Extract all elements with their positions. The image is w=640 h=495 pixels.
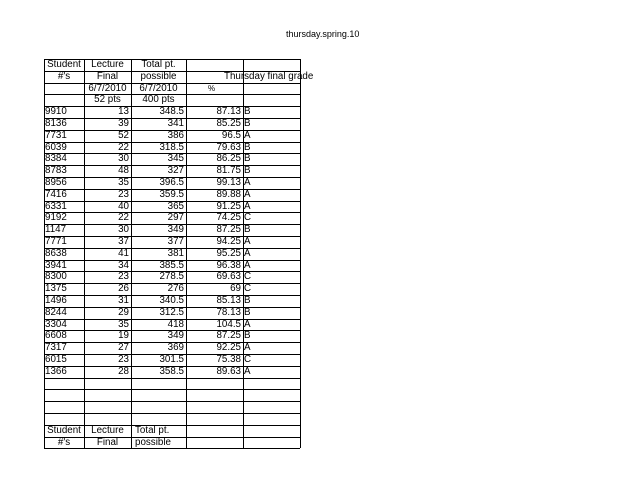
lecture-final-score: 34 [118,259,129,271]
letter-grade: B [244,141,251,153]
grade-percent: 74.25 [216,212,241,224]
student-id: 3304 [45,318,67,330]
student-id: 8300 [45,271,67,283]
grade-percent: 85.13 [216,295,241,306]
lecture-final-score: 39 [118,118,129,129]
footer-cell: Lecture [91,424,124,436]
footer-cell: Student [47,424,81,436]
lecture-final-score: 35 [118,177,129,188]
student-id: 1366 [45,365,67,377]
lecture-final-score: 26 [118,283,129,295]
grade-percent: 89.88 [216,188,241,200]
lecture-final-score: 19 [118,330,129,342]
header-cell: 6/7/2010 [88,82,127,94]
grade-percent: 78.13 [216,306,241,318]
header-cell: 400 pts [142,94,175,106]
letter-grade: A [244,365,251,377]
grid-vline [300,59,301,448]
grade-percent: 92.25 [216,342,241,354]
student-id: 7731 [45,129,67,141]
grade-percent: 87.25 [216,224,241,236]
footer-cell: #'s [57,436,71,448]
student-id: 8384 [45,153,67,165]
student-id: 6608 [45,330,67,342]
total-points: 381 [167,247,184,259]
total-points: 341 [167,118,184,129]
total-points: 349 [167,224,184,236]
total-points: 358.5 [159,365,184,377]
lecture-final-score: 22 [118,212,129,224]
grade-percent: 79.63 [216,141,241,153]
letter-grade: B [244,153,251,165]
grade-percent: 96.5 [221,129,241,141]
header-cell: #'s [57,70,71,82]
footer-cell: Final [96,436,119,448]
lecture-final-score: 37 [118,236,129,247]
letter-grade: B [244,224,251,236]
header-cell: 6/7/2010 [139,82,178,94]
letter-grade: A [244,177,251,188]
letter-grade: B [244,295,251,306]
letter-grade: A [244,342,251,354]
total-points: 365 [167,200,184,212]
lecture-final-score: 23 [118,271,129,283]
grade-percent: 104.5 [216,318,241,330]
total-points: 297 [167,212,184,224]
total-points: 349 [167,330,184,342]
lecture-final-score: 22 [118,141,129,153]
header-cell: Total pt. [141,59,176,70]
letter-grade: C [244,212,252,224]
letter-grade: A [244,259,251,271]
student-id: 9910 [45,106,67,118]
letter-grade: A [244,188,251,200]
lecture-final-score: 28 [118,365,129,377]
letter-grade: B [244,118,251,129]
grade-percent: 86.25 [216,153,241,165]
letter-grade: C [244,354,252,365]
grade-percent: 99.13 [216,177,241,188]
grade-percent: 96.38 [216,259,241,271]
total-points: 340.5 [159,295,184,306]
student-id: 7771 [45,236,67,247]
total-points: 418 [167,318,184,330]
header-cell: 52 pts [94,94,121,106]
grade-percent: 75.38 [216,354,241,365]
student-id: 8956 [45,177,67,188]
letter-grade: A [244,200,251,212]
student-id: 8244 [45,306,67,318]
lecture-final-score: 52 [118,129,129,141]
student-id: 6015 [45,354,67,365]
student-id: 8638 [45,247,67,259]
header-cell: possible [140,70,177,82]
student-id: 1147 [45,224,67,236]
grade-percent: 94.25 [216,236,241,247]
lecture-final-score: 30 [118,224,129,236]
header-cell: Thursday final grade [224,70,314,82]
grid-hline [44,378,300,379]
letter-grade: B [244,165,251,177]
total-points: 345 [167,153,184,165]
header-cell: Student [47,59,81,70]
total-points: 301.5 [159,354,184,365]
lecture-final-score: 27 [118,342,129,354]
footer-cell: Total pt. [135,424,170,436]
total-points: 276 [167,283,184,295]
grade-percent: 89.63 [216,365,241,377]
letter-grade: A [244,129,251,141]
lecture-final-score: 35 [118,318,129,330]
total-points: 278.5 [159,271,184,283]
total-points: 359.5 [159,188,184,200]
lecture-final-score: 30 [118,153,129,165]
grid-hline [44,389,300,390]
lecture-final-score: 48 [118,165,129,177]
grade-percent: 87.13 [216,106,241,118]
letter-grade: B [244,306,251,318]
page-title: thursday.spring.10 [286,29,360,39]
grade-percent: 85.25 [216,118,241,129]
student-id: 9192 [45,212,67,224]
grade-percent: 81.75 [216,165,241,177]
student-id: 1375 [45,283,67,295]
total-points: 369 [167,342,184,354]
grid-hline [44,401,300,402]
grade-percent: 69.63 [216,271,241,283]
student-id: 6331 [45,200,67,212]
total-points: 386 [167,129,184,141]
total-points: 348.5 [159,106,184,118]
student-id: 6039 [45,141,67,153]
letter-grade: A [244,236,251,247]
lecture-final-score: 41 [118,247,129,259]
total-points: 312.5 [159,306,184,318]
grade-percent: 95.25 [216,247,241,259]
header-cell: % [208,83,216,93]
grade-percent: 87.25 [216,330,241,342]
letter-grade: A [244,318,251,330]
header-cell: Lecture [91,59,124,70]
header-cell: Final [96,70,119,82]
grid-hline [44,413,300,414]
student-id: 8136 [45,118,67,129]
total-points: 385.5 [159,259,184,271]
letter-grade: C [244,271,252,283]
letter-grade: B [244,106,251,118]
lecture-final-score: 31 [118,295,129,306]
letter-grade: C [244,283,252,295]
total-points: 318.5 [159,141,184,153]
lecture-final-score: 23 [118,188,129,200]
letter-grade: B [244,330,251,342]
lecture-final-score: 40 [118,200,129,212]
lecture-final-score: 29 [118,306,129,318]
letter-grade: A [244,247,251,259]
total-points: 327 [167,165,184,177]
student-id: 7416 [45,188,67,200]
student-id: 3941 [45,259,67,271]
grid-hline [44,448,300,449]
student-id: 1496 [45,295,67,306]
footer-cell: possible [135,436,171,448]
grade-percent: 69 [230,283,241,295]
lecture-final-score: 23 [118,354,129,365]
total-points: 396.5 [159,177,184,188]
total-points: 377 [167,236,184,247]
lecture-final-score: 13 [118,106,129,118]
student-id: 8783 [45,165,67,177]
grade-percent: 91.25 [216,200,241,212]
student-id: 7317 [45,342,67,354]
